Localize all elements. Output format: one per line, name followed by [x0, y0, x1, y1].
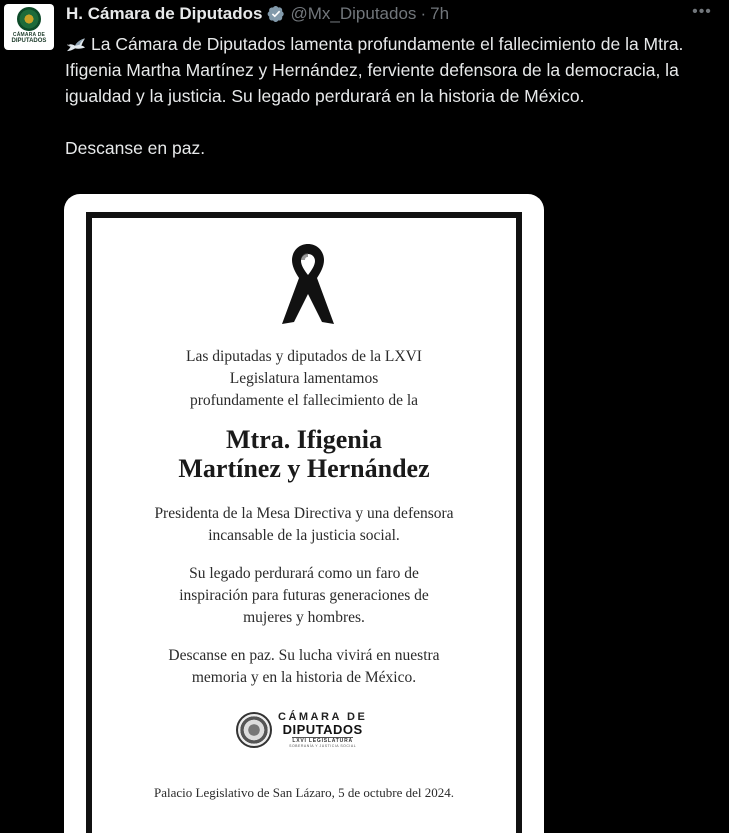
tweet-header	[66, 3, 449, 25]
mourning-ribbon-icon	[280, 240, 336, 330]
seal-icon	[17, 7, 41, 31]
avatar[interactable]	[4, 4, 54, 50]
condolence-paragraph-2: Su legado perdurará como un faro de inspiración para futuras generaciones de mujeres y hombres.	[179, 565, 429, 626]
tweet-closing: Descanse en paz.	[65, 138, 206, 158]
seal-icon	[236, 712, 272, 748]
deceased-name-line1: Mtra. Ifigenia	[226, 425, 382, 454]
timestamp[interactable]: 7h	[430, 4, 450, 23]
camara-logo	[236, 710, 381, 750]
condolence-frame	[86, 212, 522, 833]
verified-badge-icon[interactable]	[267, 5, 285, 23]
tweet-text	[65, 31, 715, 161]
condolence-paragraph-3: Descanse en paz. Su lucha vivirá en nuestra memoria y en la historia de México.	[168, 647, 440, 686]
handle[interactable]: @Mx_Diputados	[290, 4, 417, 23]
media-image[interactable]	[64, 194, 544, 833]
dove-icon	[65, 34, 87, 52]
display-name[interactable]: H. Cámara de Diputados	[66, 4, 263, 23]
place-date: Palacio Legislativo de San Lázaro, 5 de octubre del 2024.	[154, 785, 454, 800]
deceased-name	[92, 425, 516, 483]
more-options-icon[interactable]: •••	[692, 3, 712, 20]
tweet-body: La Cámara de Diputados lamenta profundamente el fallecimiento de la Mtra. Ifigenia Martha Martínez y Hernández, ferviente defensora de la democracia, la igualdad y la justicia. Su legado perdurará en la historia de México.	[65, 34, 684, 106]
logo-line3: LXVI LEGISLATURA	[292, 738, 353, 744]
condolence-intro: Las diputadas y diputados de la LXVI Legislatura lamentamos profundamente el fallecimiento de la	[186, 348, 422, 409]
logo-line2: DIPUTADOS	[282, 722, 363, 737]
separator-dot: ·	[420, 4, 427, 23]
condolence-paragraph-1: Presidenta de la Mesa Directiva y una defensora incansable de la justicia social.	[154, 505, 454, 544]
logo-line1: CÁMARA DE	[278, 711, 368, 723]
logo-line4: SOBERANÍA Y JUSTICIA SOCIAL	[289, 744, 357, 748]
deceased-name-line2: Martínez y Hernández	[178, 454, 430, 483]
avatar-text-bottom: DIPUTADOS	[11, 38, 47, 44]
avatar-text-top: CÁMARA DE	[12, 32, 46, 38]
